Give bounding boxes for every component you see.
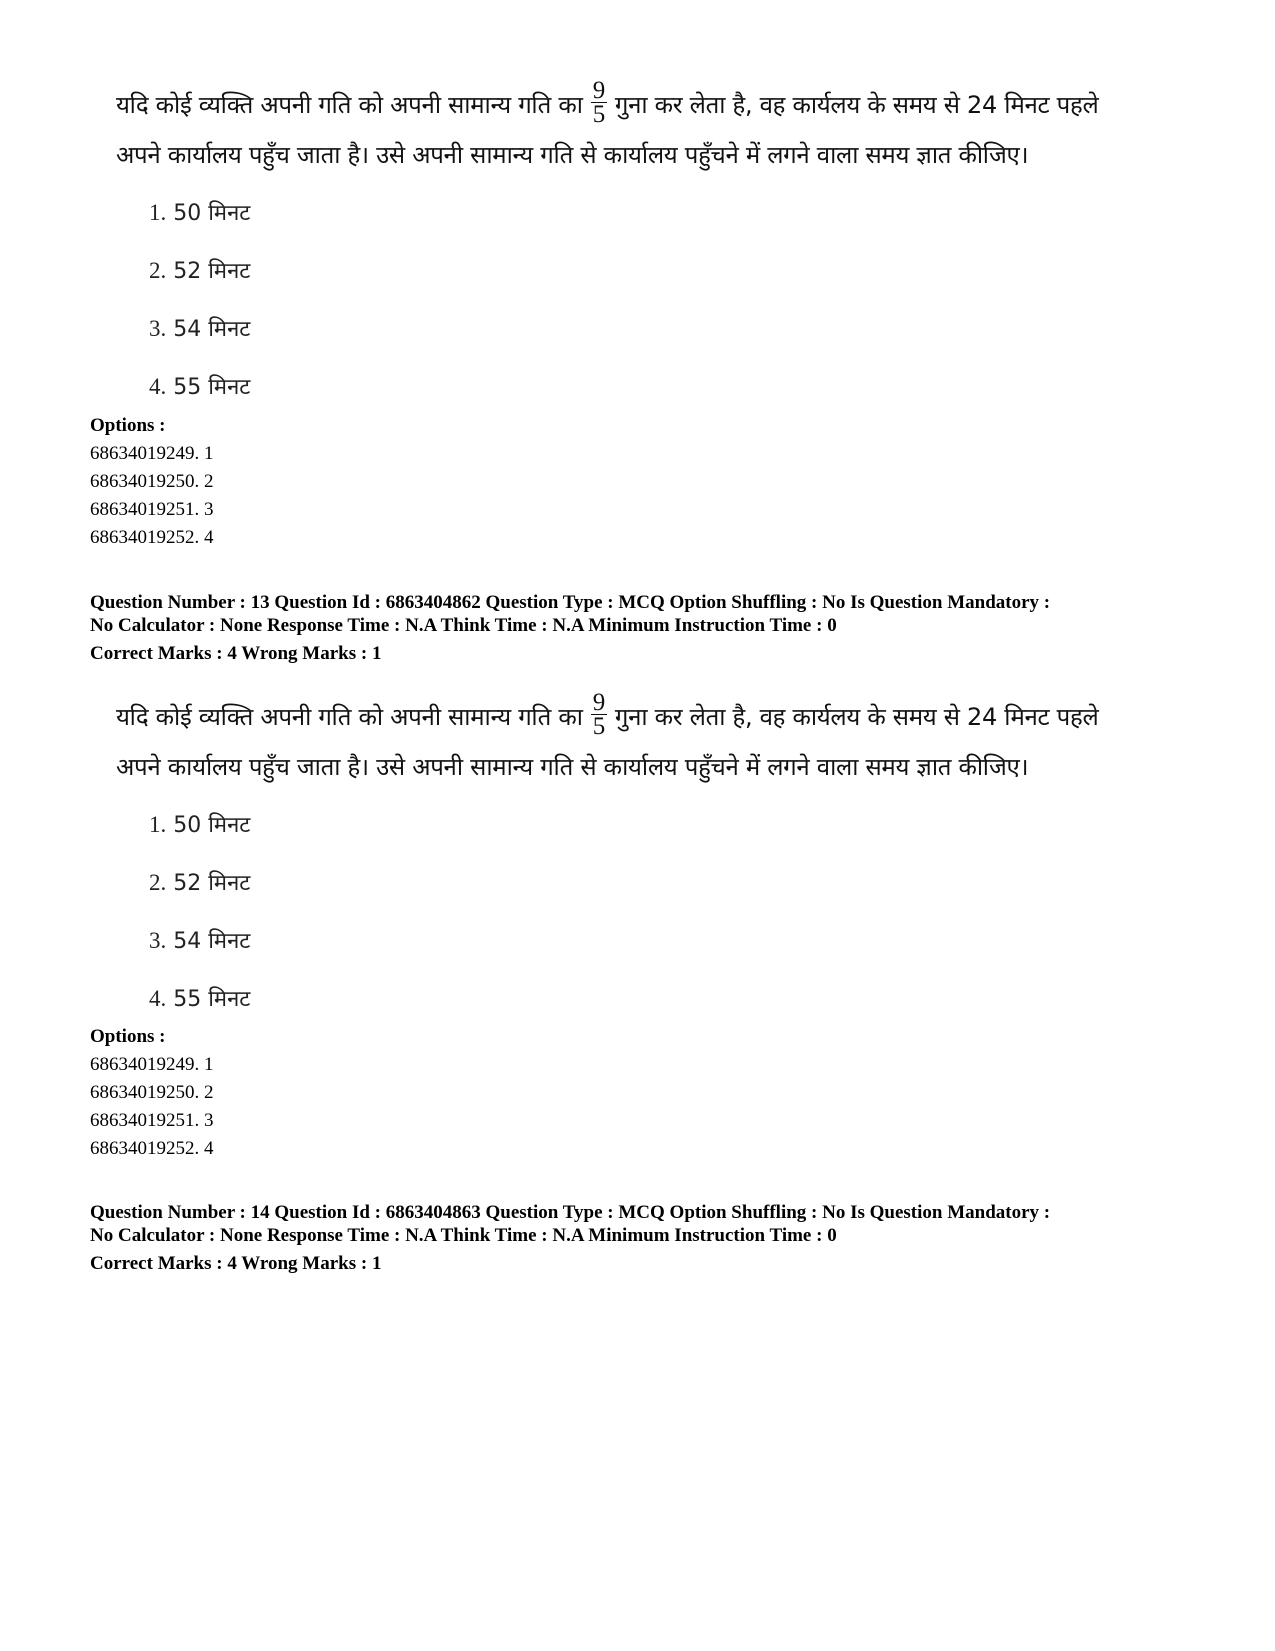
question-meta <box>90 1201 1170 1275</box>
choice-value: 55 मिनट <box>173 375 251 400</box>
question-text <box>116 76 1156 180</box>
options-list <box>90 1023 214 1163</box>
question-line <box>116 688 1156 742</box>
fraction <box>591 76 607 128</box>
choice-list <box>116 796 1156 1028</box>
choice-value: 52 मिनट <box>173 259 251 284</box>
question-text-part: यदि कोई व्यक्ति अपनी गति को अपनी सामान्य गति का <box>116 91 583 119</box>
fraction <box>591 688 607 740</box>
choice-item <box>116 854 1156 912</box>
marks-line: Correct Marks : 4 Wrong Marks : 1 <box>90 1253 382 1274</box>
fraction-denominator: 5 <box>592 100 605 128</box>
question-line: अपने कार्यालय पहुँच जाता है। उसे अपनी सामान्य गति से कार्यालय पहुँचने में लगने वाला समय ज्ञात कीजिए। <box>116 753 1029 781</box>
choice-item <box>116 242 1156 300</box>
question-text-part: यदि कोई व्यक्ति अपनी गति को अपनी सामान्य गति का <box>116 703 583 731</box>
question-image <box>116 688 1156 1028</box>
choice-number: 2. <box>149 870 167 895</box>
options-heading: Options : <box>90 415 166 436</box>
fraction-numerator: 9 <box>592 76 605 104</box>
question-text-part: गुना कर लेता है, वह कार्यलय के समय से 24 मिनट पहले <box>614 703 1099 731</box>
question-text-part: गुना कर लेता है, वह कार्यलय के समय से 24 मिनट पहले <box>614 91 1099 119</box>
question-meta <box>90 591 1170 665</box>
choice-number: 3. <box>149 928 167 953</box>
choice-value: 52 मिनट <box>173 871 251 896</box>
meta-line: Question Number : 13 Question Id : 6863404862 Question Type : MCQ Option Shuffling : No Is Question Mandatory : <box>90 592 1051 613</box>
choice-value: 50 मिनट <box>173 813 251 838</box>
options-heading: Options : <box>90 1026 166 1047</box>
question-line <box>116 76 1156 130</box>
choice-number: 4. <box>149 374 167 399</box>
options-list <box>90 412 214 552</box>
option-item: 68634019249. 1 <box>90 1054 214 1075</box>
choice-value: 50 मिनट <box>173 201 251 226</box>
choice-number: 4. <box>149 986 167 1011</box>
question-line: अपने कार्यालय पहुँच जाता है। उसे अपनी सामान्य गति से कार्यालय पहुँचने में लगने वाला समय ज्ञात कीजिए। <box>116 141 1029 169</box>
meta-line: No Calculator : None Response Time : N.A Think Time : N.A Minimum Instruction Time : 0 <box>90 615 837 636</box>
option-item: 68634019250. 2 <box>90 471 214 492</box>
option-item: 68634019252. 4 <box>90 527 214 548</box>
choice-item <box>116 970 1156 1028</box>
option-item: 68634019251. 3 <box>90 1110 214 1131</box>
choice-value: 55 मिनट <box>173 987 251 1012</box>
choice-item <box>116 300 1156 358</box>
question-text <box>116 688 1156 792</box>
option-item: 68634019250. 2 <box>90 1082 214 1103</box>
choice-number: 3. <box>149 316 167 341</box>
question-image <box>116 76 1156 416</box>
choice-item <box>116 912 1156 970</box>
meta-line: No Calculator : None Response Time : N.A Think Time : N.A Minimum Instruction Time : 0 <box>90 1225 837 1246</box>
choice-item <box>116 358 1156 416</box>
choice-value: 54 मिनट <box>173 317 251 342</box>
choice-item <box>116 184 1156 242</box>
choice-item <box>116 796 1156 854</box>
choice-number: 1. <box>149 200 167 225</box>
fraction-numerator: 9 <box>592 688 605 716</box>
choice-value: 54 मिनट <box>173 929 251 954</box>
option-item: 68634019249. 1 <box>90 443 214 464</box>
choice-list <box>116 184 1156 416</box>
option-item: 68634019252. 4 <box>90 1138 214 1159</box>
option-item: 68634019251. 3 <box>90 499 214 520</box>
choice-number: 1. <box>149 812 167 837</box>
meta-line: Question Number : 14 Question Id : 6863404863 Question Type : MCQ Option Shuffling : No Is Question Mandatory : <box>90 1202 1051 1223</box>
fraction-denominator: 5 <box>592 712 605 740</box>
marks-line: Correct Marks : 4 Wrong Marks : 1 <box>90 643 382 664</box>
choice-number: 2. <box>149 258 167 283</box>
